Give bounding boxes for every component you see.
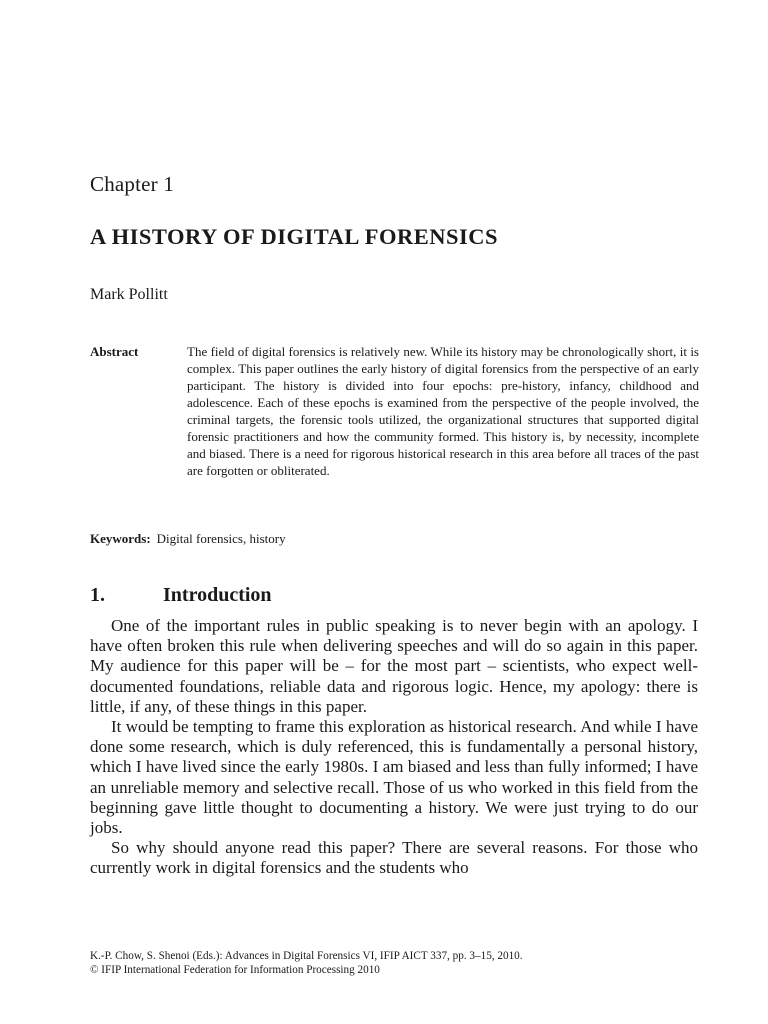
footer-citation: K.-P. Chow, S. Shenoi (Eds.): Advances in Digital Forensics VI, IFIP AICT 337, pp. 3–15, 2010. <box>90 950 523 962</box>
keywords-label: Keywords: <box>90 531 151 546</box>
chapter-title: A HISTORY OF DIGITAL FORENSICS <box>90 224 499 249</box>
keywords-text: Digital forensics, history <box>156 531 286 546</box>
page-footer <box>90 949 523 977</box>
paragraph: It would be tempting to frame this exploration as historical research. And while I have done some research, which is duly referenced, this is fundamentally a personal history, which I have lived since the early 1980s. I am biased and less than fully informed; I have an unreliable memory and selective recall. Those of us who worked in this field from the beginning gave little thought to documenting a history. We were just trying to do our jobs. <box>90 717 698 838</box>
section-heading <box>90 584 272 607</box>
author-name: Mark Pollitt <box>90 286 168 303</box>
paper-page <box>90 0 700 1024</box>
chapter-label: Chapter 1 <box>90 172 175 196</box>
section-title: Introduction <box>163 584 272 606</box>
paragraph: So why should anyone read this paper? There are several reasons. For those who currently work in digital forensics and the students who <box>90 838 698 878</box>
abstract-text: The field of digital forensics is relatively new. While its history may be chronologically short, it is complex. This paper outlines the early history of digital forensics from the perspective of an early participant. The history is divided into four epochs: pre-history, infancy, childhood and adolescence. Each of these epochs is examined from the perspective of the people involved, the criminal targets, the forensic tools utilized, the organizational structures that supported digital forensic practitioners and how the community formed. This history is, by necessity, incomplete and biased. There is a need for rigorous historical research in this area before all traces of the past are forgotten or obliterated. <box>187 344 699 478</box>
footer-copyright: © IFIP International Federation for Information Processing 2010 <box>90 964 380 976</box>
section-number: 1. <box>90 584 105 606</box>
paragraph: One of the important rules in public speaking is to never begin with an apology. I have often broken this rule when delivering speeches and will do so again in this paper. My audience for this paper will be – for the most part – scientists, who expect well-documented foundations, reliable data and rigorous logic. Hence, my apology: there is little, if any, of these things in this paper. <box>90 616 698 716</box>
keywords-line <box>90 531 286 547</box>
section-body <box>90 616 698 879</box>
abstract-label: Abstract <box>90 344 139 359</box>
